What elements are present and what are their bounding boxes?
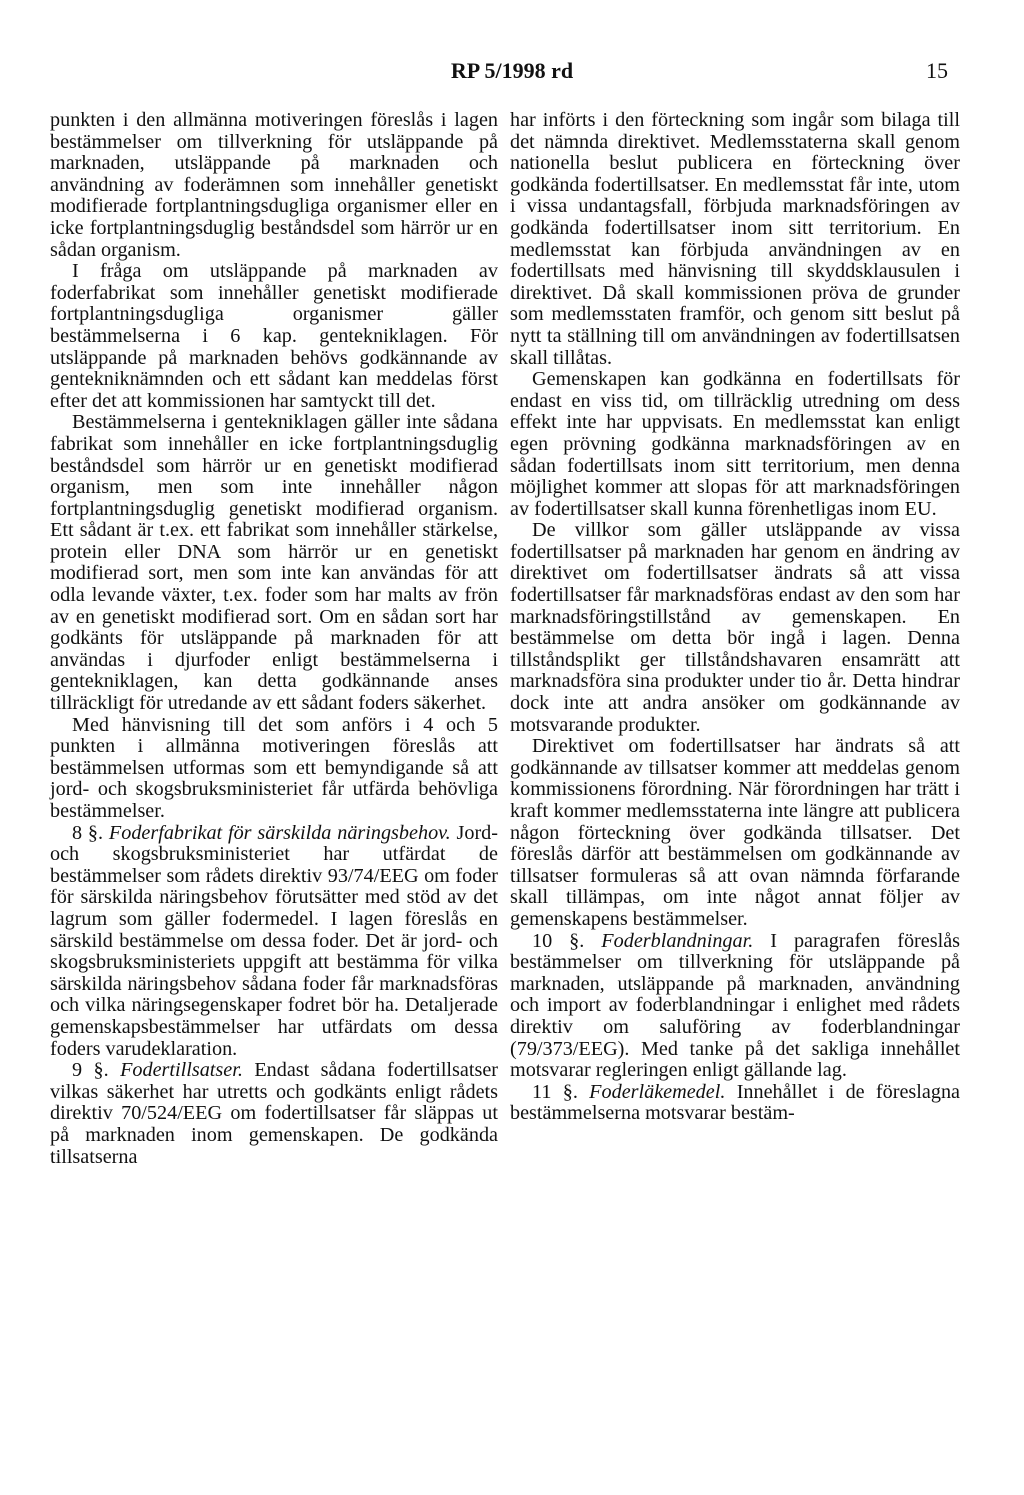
paragraph: Med hänvisning till det som anförs i 4 och 5 punkten i allmänna motiveringen föreslås att bestämmelsen utformas som ett bemyndigande så att jord- och skogsbruksministeriet får utfärda behövliga bestämmelser. (50, 713, 498, 822)
section-number: 11 §. (532, 1080, 578, 1103)
section-paragraph (50, 1060, 498, 1168)
section-number: 10 §. (532, 929, 585, 952)
paragraph: Bestämmelserna i gentekniklagen gäller inte sådana fabrikat som innehåller en icke fortplantningsduglig beståndsdel som härrör ur en genetiskt modifierad organism, men som inte innehåller någon fortplantningsduglig genetiskt modifierad organism. Ett sådant är t.ex. ett fabrikat som innehåller stärkelse, protein eller DNA som härrör ur en genetiskt modifierad sort, men som inte kan användas för att odla levande växter, t.ex. foder som har malts av frön av en genetiskt modifierad sort. Om en sådan sort har godkänts för utsläppande på marknaden för att användas i djurfoder enligt bestämmelserna i gentekniklagen, kan detta godkännande anses tillräckligt för utredande av ett sådant foders säkerhet. (50, 411, 498, 715)
section-number: 8 §. (72, 821, 104, 844)
paragraph: punkten i den allmänna motiveringen föreslås i lagen bestämmelser om tillverkning för utsläppande på marknaden, utsläppande på marknaden och användning av foderämnen som innehåller genetiskt modifierade fortplantningsdugliga organismer eller en icke fortplantningsduglig beståndsdel som härrör ur en sådan organism. (50, 109, 498, 261)
section-title: Foderfabrikat för särskilda näringsbehov. (108, 821, 451, 844)
right-column (510, 110, 960, 1125)
paragraph: har införts i den förteckning som ingår som bilaga till det nämnda direktivet. Medlemsstaterna skall genom nationella beslut publicera en förteckning över godkända fodertillsatser. En medlemsstat får inte, utom i vissa undantagsfall, förbjuda marknadsföringen av godkända fodertillsatser inom sitt territorium. En medlemsstat kan förbjuda användningen av en fodertillsats med hänvisning till skyddsklausulen i direktivet. Då skall kommissionen pröva de grunder som medlemsstaten framför, och genom sitt beslut på nytt ta ställning till om användningen av fodertillsatsen skall tillåtas. (510, 109, 960, 369)
left-column (50, 110, 498, 1168)
section-paragraph (510, 931, 960, 1082)
section-title: Foderläkemedel. (589, 1080, 726, 1103)
paragraph: I fråga om utsläppande på marknaden av foderfabrikat som innehåller genetiskt modifierade fortplantningsdugliga organismer gäller bestämmelserna i 6 kap. gentekniklagen. För utsläppande på marknaden behövs godkännande av gentekniknämnden och ett sådant kan meddelas först efter det att kommissionen har samtyckt till det. (50, 260, 498, 412)
paragraph: De villkor som gäller utsläppande av vissa fodertillsatser på marknaden har genom en ändring av direktivet om fodertillsatser ändrats så att vissa fodertillsatser får marknadsföras endast av den som har marknadsföringstillstånd av gemenskapen. En bestämmelse om detta bör ingå i lagen. Denna tillståndsplikt ger tillståndshavaren ensamrätt att marknadsföra sina produkter under tio år. Detta hindrar dock inte att andra ansöker om godkännande av motsvarande produkter. (510, 519, 960, 736)
section-title: Foderblandningar. (601, 929, 754, 952)
page-header (0, 58, 1024, 88)
page-number: 15 (926, 58, 948, 83)
section-title: Fodertillsatser. (120, 1059, 243, 1082)
section-text: Innehållet i de föreslagna bestämmelserna motsvarar bestäm- (510, 1080, 960, 1125)
section-paragraph (50, 823, 498, 1061)
paragraph: Gemenskapen kan godkänna en fodertillsats för endast en viss tid, om tillräcklig utredning om dess effekt inte har uppvisats. En medlemsstat kan enligt egen prövning godkänna marknadsföringen av en sådan fodertillsats inom sitt territorium, men denna möjlighet kommer att slopas för att marknadsföringen av fodertillsatser skall kunna förenhetligas inom EU. (510, 368, 960, 520)
section-text: Endast sådana fodertillsatser vilkas säkerhet har utretts och godkänts enligt rådets direktiv 70/524/EEG om fodertillsatser får släppas ut på marknaden inom gemenskapen. De godkända tillsatserna (50, 1059, 499, 1168)
section-paragraph (510, 1082, 960, 1125)
section-text: I paragrafen föreslås bestämmelser om tillverkning för utsläppande på marknaden, utsläppande på marknaden, användning och import av foderblandningar i enlighet med rådets direktiv om saluföring av foderblandningar (79/373/EEG). Med tanke på det sakliga innehållet motsvarar regleringen enligt gällande lag. (510, 929, 961, 1082)
page-title: RP 5/1998 rd (450, 58, 574, 83)
section-text: Jord- och skogsbruksministeriet har utfärdat de bestämmelser som rådets direktiv 93/74/EEG om foder för särskilda näringsbehov förutsätter med stöd av det lagrum som gäller fodermedel. I lagen föreslås en särskild bestämmelse om dessa foder. Det är jord- och skogsbruksministeriets uppgift att bestämma för vilka särskilda näringsbehov sådana foder får marknadsföras och vilka näringsegenskaper fodret bör ha. Detaljerade gemenskapsbestämmelser har utfärdats om dessa foders varudeklaration. (50, 821, 498, 1060)
paragraph: Direktivet om fodertillsatser har ändrats så att godkännande av tillsatser kommer att meddelas genom kommissionens förordning. När förordningen har trätt i kraft kommer medlemsstaterna inte längre att publicera någon förteckning över godkända tillsatser. Det föreslås därför att bestämmelsen om godkännande av tillsatser formuleras så att ovan nämnda förfarande skall tillämpas, om inte något annat följer av gemenskapens bestämmelser. (510, 735, 960, 930)
section-number: 9 §. (72, 1059, 109, 1082)
